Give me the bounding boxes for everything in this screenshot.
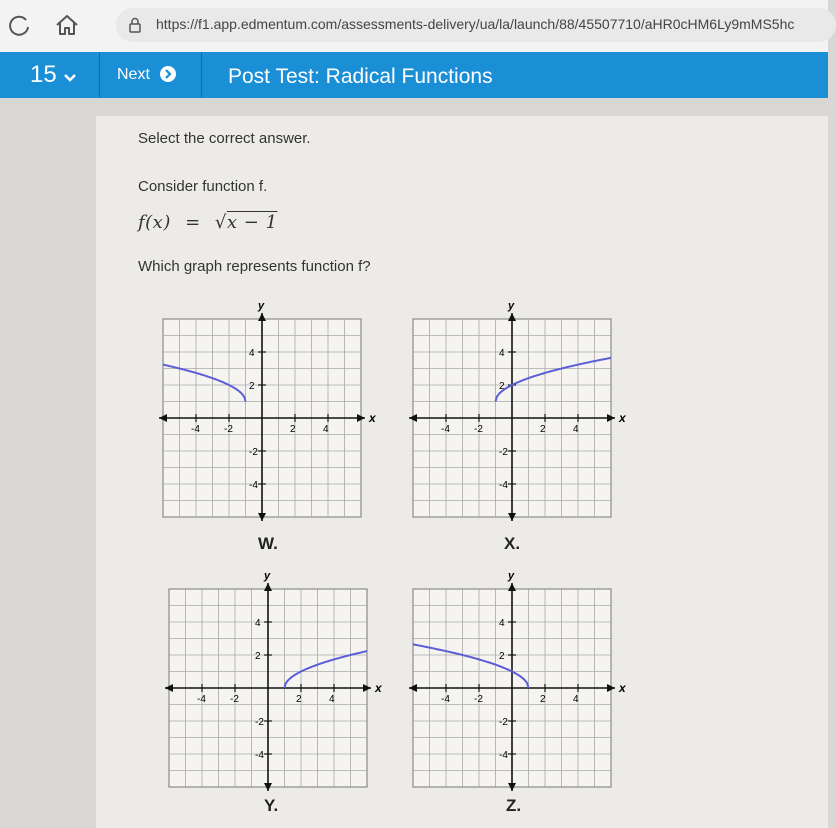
formula-radicand: x − 1 bbox=[226, 212, 278, 233]
graph-z bbox=[408, 570, 626, 798]
y-axis-label: y bbox=[508, 570, 515, 582]
graph-option-y[interactable] bbox=[164, 570, 382, 803]
next-button[interactable] bbox=[100, 52, 202, 98]
x-tick-label: 4 bbox=[573, 424, 579, 435]
x-tick-label: -2 bbox=[230, 694, 239, 705]
prompt-text: Which graph represents function f? bbox=[138, 258, 371, 275]
home-icon[interactable] bbox=[52, 10, 82, 40]
graph-x bbox=[408, 300, 626, 528]
y-tick-label: 2 bbox=[499, 381, 505, 392]
y-tick-label: 2 bbox=[255, 651, 261, 662]
x-tick-label: -2 bbox=[224, 424, 233, 435]
x-tick-label: -4 bbox=[441, 694, 450, 705]
chevron-down-icon bbox=[63, 53, 77, 99]
address-bar[interactable] bbox=[116, 8, 836, 42]
x-tick-label: -2 bbox=[474, 424, 483, 435]
radical-sign: √ bbox=[214, 212, 227, 233]
y-tick-label: -4 bbox=[499, 480, 508, 491]
next-label: Next bbox=[117, 66, 150, 83]
y-tick-label: -4 bbox=[249, 480, 258, 491]
question-number: 15 bbox=[30, 61, 57, 88]
instruction-text: Select the correct answer. bbox=[138, 130, 311, 147]
app-header bbox=[0, 52, 828, 98]
formula-equals: = bbox=[185, 212, 201, 233]
y-tick-label: -4 bbox=[255, 750, 264, 761]
x-tick-label: -2 bbox=[474, 694, 483, 705]
browser-toolbar bbox=[0, 0, 828, 53]
x-axis-label: x bbox=[619, 411, 626, 425]
x-tick-label: -4 bbox=[441, 424, 450, 435]
x-tick-label: 4 bbox=[573, 694, 579, 705]
lock-icon bbox=[126, 16, 144, 34]
y-tick-label: 4 bbox=[249, 348, 255, 359]
graph-w bbox=[158, 300, 376, 528]
x-axis-label: x bbox=[375, 681, 382, 695]
reload-icon[interactable] bbox=[4, 10, 34, 40]
option-label-y[interactable]: Y. bbox=[264, 796, 279, 815]
question-selector[interactable] bbox=[0, 52, 100, 98]
y-tick-label: -4 bbox=[499, 750, 508, 761]
y-tick-label: 4 bbox=[499, 618, 505, 629]
y-tick-label: 4 bbox=[499, 348, 505, 359]
x-tick-label: 2 bbox=[540, 694, 546, 705]
y-tick-label: 2 bbox=[249, 381, 255, 392]
option-label-w[interactable]: W. bbox=[258, 534, 278, 553]
page-title: Post Test: Radical Functions bbox=[228, 65, 493, 88]
y-tick-label: -2 bbox=[255, 717, 264, 728]
x-tick-label: 4 bbox=[323, 424, 329, 435]
y-axis-label: y bbox=[258, 300, 265, 312]
graph-option-x[interactable] bbox=[408, 300, 626, 533]
graph-y bbox=[164, 570, 382, 798]
option-label-x[interactable]: X. bbox=[504, 534, 521, 553]
y-axis-label: y bbox=[264, 570, 271, 582]
y-tick-label: -2 bbox=[499, 447, 508, 458]
formula-lhs: f(x) bbox=[138, 212, 171, 233]
consider-text: Consider function f. bbox=[138, 178, 268, 195]
x-tick-label: 4 bbox=[329, 694, 335, 705]
x-tick-label: 2 bbox=[296, 694, 302, 705]
x-tick-label: 2 bbox=[540, 424, 546, 435]
question-panel bbox=[96, 116, 828, 828]
graph-option-w[interactable] bbox=[158, 300, 376, 533]
function-formula bbox=[138, 212, 278, 233]
x-axis-label: x bbox=[619, 681, 626, 695]
y-tick-label: -2 bbox=[499, 717, 508, 728]
graph-option-z[interactable] bbox=[408, 570, 626, 803]
arrow-right-icon bbox=[160, 66, 176, 82]
url-text: https://f1.app.edmentum.com/assessments-delivery/ua/la/launch/88/45507710/aHR0cHM6Ly9mMS5hc bbox=[156, 16, 795, 32]
y-tick-label: -2 bbox=[249, 447, 258, 458]
y-tick-label: 2 bbox=[499, 651, 505, 662]
x-tick-label: 2 bbox=[290, 424, 296, 435]
x-axis-label: x bbox=[369, 411, 376, 425]
y-tick-label: 4 bbox=[255, 618, 261, 629]
option-label-z[interactable]: Z. bbox=[506, 796, 522, 815]
y-axis-label: y bbox=[508, 300, 515, 312]
x-tick-label: -4 bbox=[191, 424, 200, 435]
x-tick-label: -4 bbox=[197, 694, 206, 705]
